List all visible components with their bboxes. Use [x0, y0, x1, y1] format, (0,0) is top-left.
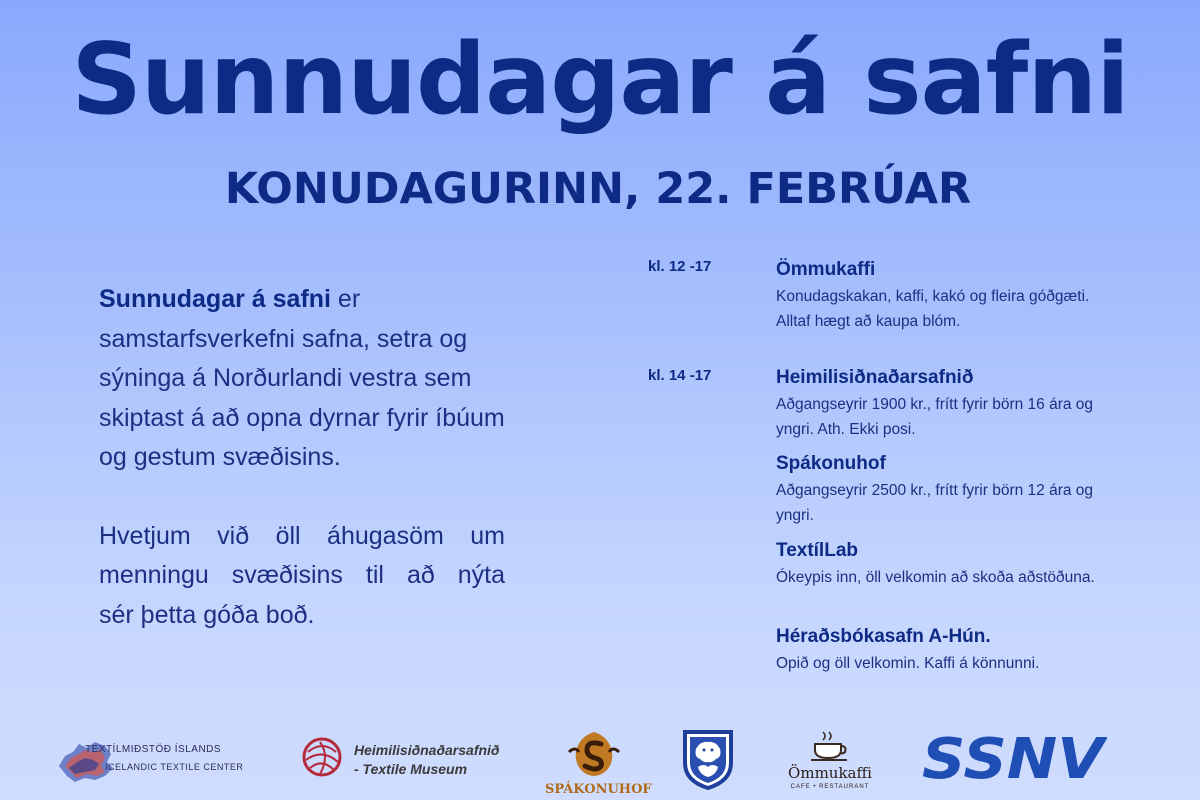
- event-description: Ókeypis inn, öll velkomin að skoða aðstöðuna.: [776, 569, 1095, 586]
- spakonuhof-emblem-icon: [567, 730, 621, 778]
- intro-text: [99, 280, 505, 635]
- textile-museum-logo: [300, 734, 510, 784]
- polar-bear-shield-icon: [682, 729, 734, 791]
- ssnv-text: SSNV: [922, 732, 1107, 786]
- event-name: Spákonuhof: [776, 453, 886, 474]
- event-item: [776, 538, 1106, 590]
- time-slot-2: kl. 14 -17: [648, 367, 712, 384]
- intro-paragraph-1: [99, 280, 505, 478]
- textile-center-english: ICELANDIC TEXTILE CENTER: [105, 762, 244, 772]
- intro-second-last: sér þetta góða boð.: [99, 600, 315, 629]
- event-description: Opið og öll velkomin. Kaffi á könnunni.: [776, 655, 1040, 672]
- yarn-ball-icon: [300, 734, 346, 780]
- event-description: Aðgangseyrir 1900 kr., frítt fyrir börn 16 ára og yngri. Ath. Ekki posi.: [776, 396, 1094, 438]
- municipality-crest: [682, 729, 734, 791]
- textile-museum-name: Heimilisiðnaðarsafnið: [354, 742, 500, 758]
- spakonuhof-wordmark: SPÁKONUHOF: [545, 782, 652, 797]
- ommukaffi-subtitle: CAFE • RESTAURANT: [790, 784, 870, 790]
- textile-center-name: TEXTÍLMIÐSTÖÐ ÍSLANDS: [85, 744, 222, 755]
- time-slot-1: kl. 12 -17: [648, 258, 712, 275]
- event-description: Aðgangseyrir 2500 kr., frítt fyrir börn 12 ára og yngri.: [776, 482, 1094, 524]
- event-name: Héraðsbókasafn A-Hún.: [776, 626, 991, 647]
- event-name: Ömmukaffi: [776, 259, 876, 280]
- intro-paragraph-2: [99, 517, 505, 636]
- textile-museum-english: - Textile Museum: [354, 761, 468, 777]
- event-item: [776, 624, 1106, 676]
- event-name: TextílLab: [776, 540, 858, 561]
- ommukaffi-wordmark: Ömmukaffi: [788, 764, 872, 782]
- event-date-subtitle: KONUDAGURINN, 22. FEBRÚAR: [224, 164, 972, 214]
- ssnv-wordmark-icon: [922, 732, 1107, 786]
- event-name: Heimilisiðnaðarsafnið: [776, 367, 974, 388]
- spakonuhof-logo: [545, 730, 652, 800]
- event-item: [776, 365, 1106, 442]
- ommukaffi-logo: [785, 730, 875, 798]
- page-title: Sunnudagar á safni: [71, 23, 1129, 137]
- ssnv-logo: [922, 732, 1107, 786]
- coffee-cup-icon: [809, 730, 849, 764]
- event-description: Konudagskakan, kaffi, kakó og fleira góðgæti. Alltaf hægt að kaupa blóm.: [776, 288, 1090, 330]
- textile-center-logo: [55, 736, 270, 786]
- sponsor-logos: [0, 720, 1200, 800]
- intro-lead-bold: Sunnudagar á safni: [99, 285, 331, 313]
- intro-second-main: Hvetjum við öll áhugasöm um menningu svæðisins til að nýta: [99, 521, 505, 589]
- intro-lead-rest: er samstarfsverkefni safna, setra og sýninga á Norðurlandi vestra sem skiptast á að opna dyrnar fyrir íbúum og gestum svæðisins.: [99, 285, 505, 471]
- event-item: [776, 257, 1106, 334]
- event-item: [776, 451, 1106, 528]
